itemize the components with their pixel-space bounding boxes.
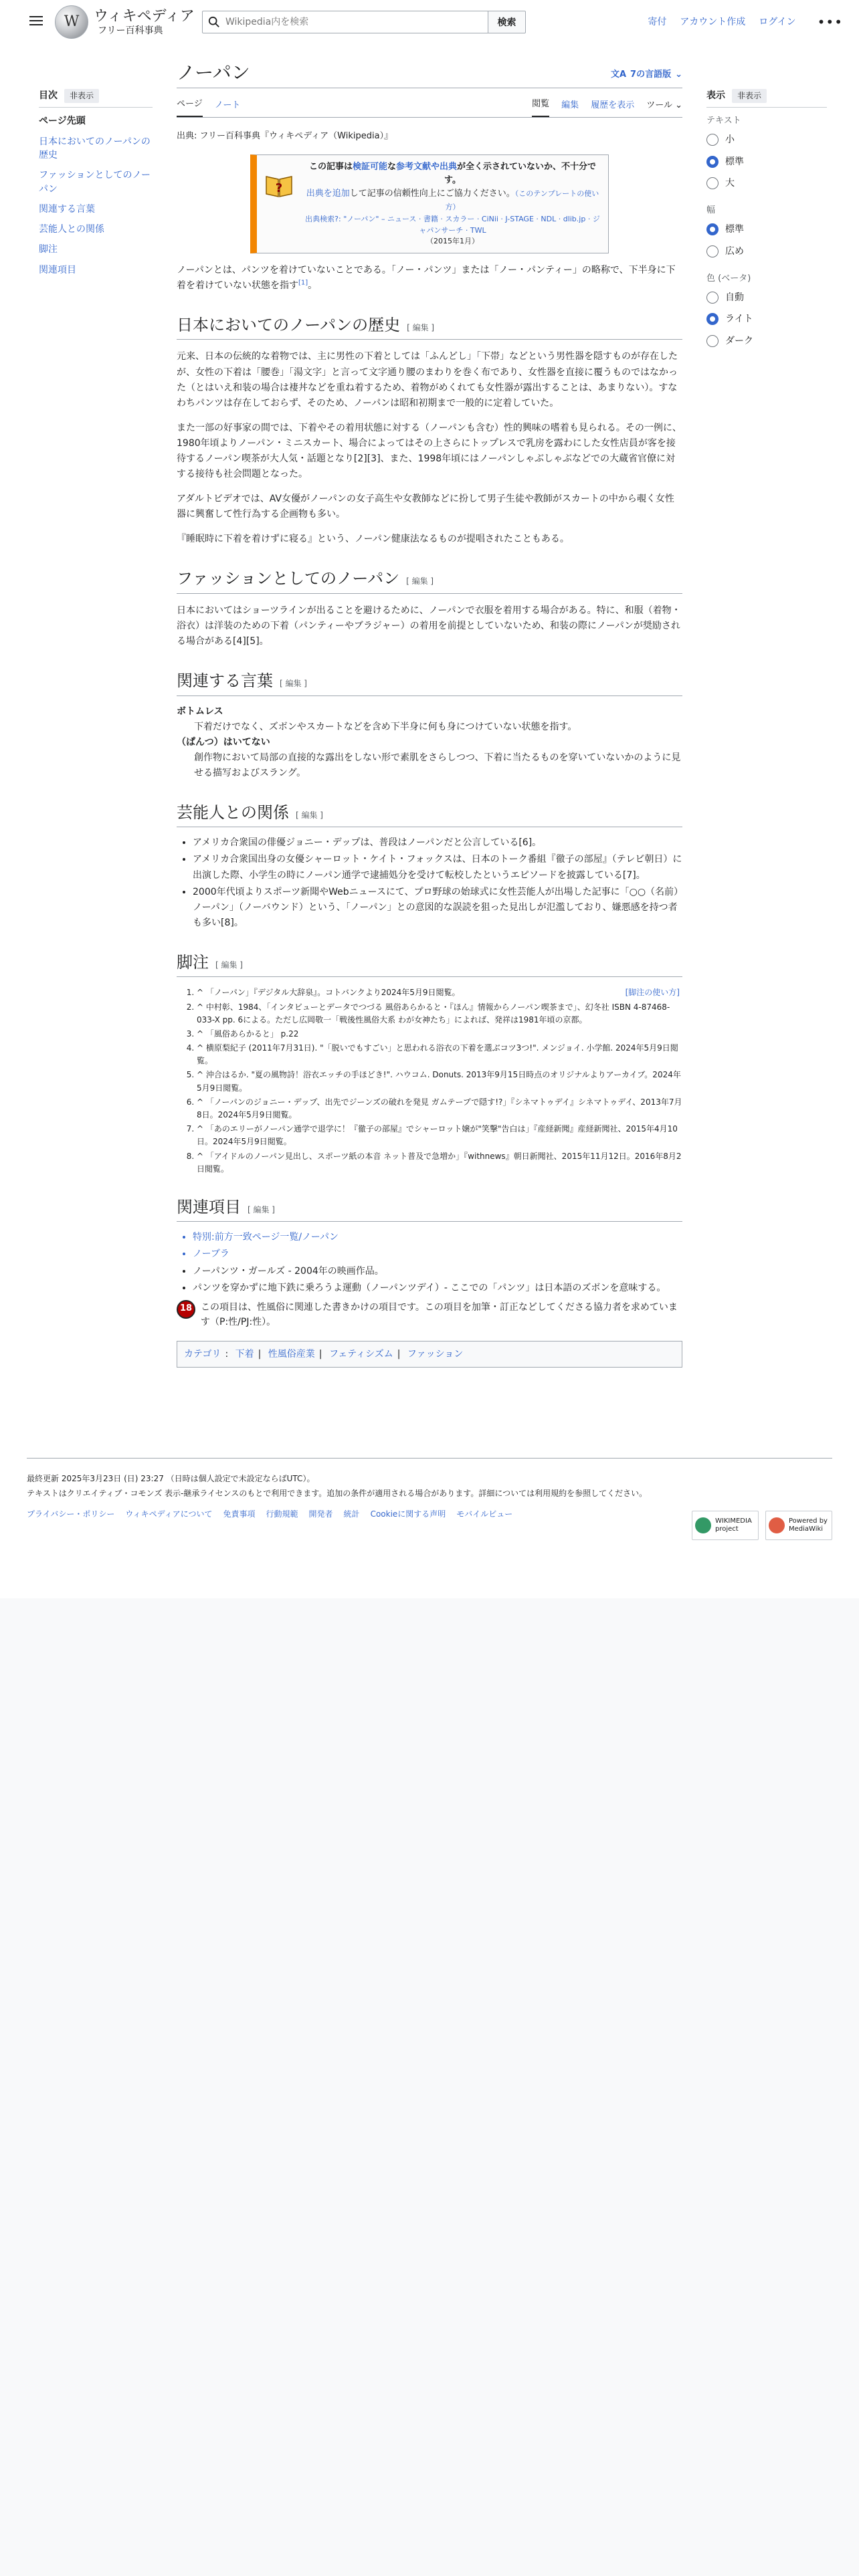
- table-of-contents: [39, 88, 153, 284]
- intro-paragraph: ノーパンとは、パンツを着けていないことである。「ノー・パンツ」または「ノー・パンティー」の略称で、下半身に下着を着けていない状態を指す[1]。: [177, 264, 676, 291]
- heading-celebrities: [177, 800, 682, 827]
- sources-link[interactable]: 参考文献や出典: [396, 161, 458, 172]
- edit-section-link[interactable]: [ 編集 ]: [248, 1204, 275, 1214]
- heading-text: 関連する言葉: [177, 671, 273, 691]
- heading-related: [177, 1194, 682, 1222]
- width-label: 幅: [706, 205, 716, 216]
- page-background: [0, 1598, 859, 2576]
- wikimedia-badge[interactable]: [692, 1511, 759, 1540]
- reference-text: ^ 「ノーパン」『デジタル大辞泉』。コトバンクより2024年5月9日閲覧。: [197, 988, 460, 998]
- footer-link-disclaimer[interactable]: 免責事項: [223, 1509, 256, 1519]
- toc-item-words[interactable]: 関連する言葉: [39, 203, 95, 215]
- history-paragraph-2: また一部の好事家の間では、下着やその着用状態に対する（ノーパンも含む）性的興味の嗜着も見られる。その一例に、1980年頃よりノーパン・ミニスカート、場合によってはその上さらにトップレスで乳房を露わにした女性店員が客を接待するノーパン喫茶が大人気・話題となり[2][3]、また、1998年頃にはノーパンしゃぶしゃぶなどでの大蔵省官僚に対する接待も社会問題となった。: [177, 422, 682, 480]
- color-options: [706, 272, 827, 348]
- notice-text: が全く示されていないか、不十分です。: [444, 161, 597, 185]
- radio-label: 小: [725, 134, 735, 146]
- stub-text: この項目は、性風俗に関連した書きかけの項目です。この項目を加筆・訂正などしてくださる協力者を求めています（P:性/PJ:性）。: [201, 1301, 678, 1328]
- heading-words: [177, 668, 682, 695]
- intro-text: ノーパンとは、パンツを着けていないことである。「ノー・パンツ」または「ノー・パンティー」の略称で、下半身に下着を着けていない状態を指す: [177, 264, 676, 291]
- tab-page[interactable]: ページ: [177, 98, 203, 117]
- add-sources-link[interactable]: 出典を追加: [306, 189, 350, 199]
- toc-hide-button[interactable]: 非表示: [64, 89, 99, 103]
- term: ボトムレス: [177, 706, 223, 717]
- heading-notes: [177, 950, 682, 977]
- tab-read[interactable]: 閲覧: [532, 98, 549, 117]
- list-item: • アメリカ合衆国の俳優ジョニー・デップは、普段はノーパンだと公言している[6]。: [193, 835, 682, 851]
- toc-item-top[interactable]: ページ先頭: [39, 116, 86, 127]
- radio-label: 標準: [725, 224, 744, 235]
- tab-history[interactable]: 履歴を表示: [591, 100, 635, 111]
- radio-icon: [706, 292, 719, 304]
- login-link[interactable]: ログイン: [759, 17, 796, 27]
- verifiability-link[interactable]: 検証可能: [352, 161, 387, 172]
- donate-link[interactable]: 寄付: [648, 17, 667, 27]
- definition-list: [177, 704, 682, 781]
- radio-text-standard[interactable]: [706, 154, 827, 169]
- refimprove-notice: [250, 154, 609, 253]
- logo-tagline: フリー百科事典: [98, 25, 163, 36]
- heading-text: 関連項目: [177, 1197, 241, 1216]
- reference-item: 5. ^ 沖合はるか. "夏の風物詩！浴衣エッチの手ほどき!". ハウコム. Donuts. 2013年9月15日時点のオリジナルよりアーカイブ。2024年5月9日閲覧。: [197, 1069, 682, 1094]
- radio-label: 広め: [725, 245, 744, 257]
- page-footer: [27, 1458, 832, 1533]
- svg-text:?: ?: [275, 181, 283, 195]
- notice-date: （2015年1月）: [426, 237, 479, 246]
- text-size-label: テキスト: [706, 116, 741, 126]
- radio-icon: [706, 134, 719, 146]
- wikimedia-icon: [695, 1517, 711, 1533]
- category-link[interactable]: 下着: [235, 1348, 254, 1360]
- search-form: [202, 11, 526, 33]
- heading-fashion: [177, 566, 682, 593]
- toc-title: 目次: [39, 90, 58, 101]
- license-text: テキストはクリエイティブ・コモンズ 表示-継承ライセンスのもとで利用できます。追加の条件が適用される場合があります。詳細については利用規約を参照してください。: [27, 1488, 648, 1498]
- ref-1[interactable]: [1]: [298, 279, 308, 287]
- radio-width-wide[interactable]: [706, 244, 827, 259]
- history-paragraph-1: 元来、日本の伝統的な着物では、主に男性の下着としては「ふんどし」「下帯」などという男性器を隠すものが存在したが、女性の下着は「腰巻」「湯文字」と言って文字通り腰のまわりを巻く布であり、女性器を直接に覆うものではなかった（とはいえ和装の場合は褄丼などを重ね着するため、着物がめくれても女性器が露出することは、あまりない）。すなわちパンツは存在しておらず、そのため、ノーパンは昭和初期まで一般的に定着していた。: [177, 351, 678, 409]
- toc-item-celebrities[interactable]: 芸能人との関係: [39, 224, 104, 235]
- search-box: [202, 11, 488, 33]
- user-links: [648, 15, 843, 29]
- category-link[interactable]: ファッション: [407, 1348, 464, 1360]
- reference-list: [197, 986, 682, 1176]
- toc-item-fashion[interactable]: ファッションとしてのノーパン: [39, 170, 151, 195]
- color-label: 色 (ベータ): [706, 273, 751, 284]
- chevron-down-icon: ⌄: [675, 70, 682, 80]
- refs-usage-link[interactable]: 1. [脚注の使い方]: [625, 988, 680, 998]
- reference-item: 8. ^ 「アイドルのノーパン見出し、スポーツ紙の本音 ネット普及で急増か」『withnews』朝日新聞社、2015年11月12日。2016年8月2日閲覧。: [197, 1150, 682, 1176]
- tab-talk[interactable]: ノート: [214, 100, 241, 111]
- main-content: [177, 55, 682, 1368]
- radio-label: ライト: [725, 314, 753, 325]
- reference-item: 6. ^ 「ノーパンのジョニー・デップ、出先でジーンズの破れを発見 ガムテープで隠す!?」『シネマトゥデイ』シネマトゥデイ、2013年7月8日。2024年5月9日閲覧。: [197, 1096, 682, 1121]
- more-options-icon[interactable]: •••: [817, 14, 843, 31]
- search-input[interactable]: [225, 17, 480, 27]
- wikipedia-globe-icon: W: [55, 5, 88, 39]
- definition: 下着だけでなく、ズボンやスカートなどを含め下半身に何も身につけていない状態を指す。: [194, 721, 577, 732]
- radio-icon: [706, 177, 719, 189]
- radio-selected-icon: [706, 313, 719, 325]
- source-search-links[interactable]: 出典検索?: "ノーパン" – ニュース · 書籍 · スカラー · CiNii · J-STAGE · NDL · dlib.jp · ジャパンサーチ · TWL: [305, 215, 600, 235]
- fashion-paragraph: 日本においてはショーツラインが出ることを避けるために、ノーパンで衣服を着用する場合がある。特に、和服（着物・浴衣）は洋装のための下着（パンティーやブラジャー）の着用を前提としていないため、和装の際にノーパンが奨励される場合がある[4][5]。: [177, 605, 681, 647]
- radio-label: ダーク: [725, 335, 753, 346]
- notice-text: して記事の信頼性向上にご協力ください。: [349, 189, 515, 199]
- tab-tools[interactable]: [646, 99, 682, 117]
- translate-icon: 文A: [610, 70, 627, 80]
- tools-label: ツール: [646, 100, 672, 111]
- book-icon: [264, 170, 294, 201]
- reference-item: [197, 986, 682, 999]
- appearance-panel: [706, 88, 827, 362]
- heading-text: ファッションとしてのノーパン: [177, 569, 400, 588]
- categories-label[interactable]: カテゴリ: [184, 1348, 221, 1360]
- badge-label: WIKIMEDIA project: [715, 1517, 752, 1533]
- history-paragraph-4: 『睡眠時に下着を着けずに寝る』という、ノーパン健康法なるものが提唱されたこともある。: [177, 534, 569, 545]
- page-title: ノーパン: [177, 61, 250, 84]
- mediawiki-badge[interactable]: [765, 1511, 832, 1540]
- footer-link-developers[interactable]: 開発者: [308, 1509, 333, 1519]
- tab-edit[interactable]: 編集: [561, 100, 579, 111]
- history-paragraph-3: アダルトビデオでは、AV女優がノーパンの女子高生や女教師などに扮して男子生徒や教師がスカートの中から覗く女性器に興奮して性行為する企画物も多い。: [177, 494, 674, 520]
- toc-item-related[interactable]: 関連項目: [39, 264, 76, 276]
- edit-section-link[interactable]: [ 編集 ]: [280, 679, 307, 689]
- footer-link-statistics[interactable]: 統計: [343, 1509, 360, 1519]
- category-link[interactable]: フェティシズム: [328, 1348, 393, 1360]
- radio-icon: [706, 245, 719, 257]
- toc-item-history[interactable]: 日本においてのノーパンの歴史: [39, 136, 151, 160]
- radio-label: 大: [725, 177, 735, 189]
- definition: 創作物において局部の直接的な露出をしない形で素肌をさらしつつ、下着に当たるものを穿いていないかのように見せる描写およびスラング。: [194, 752, 681, 778]
- celebrity-list: [193, 835, 682, 931]
- last-modified: 最終更新 2025年3月23日 (日) 23:27 （日時は個人設定で未設定ならばUTC）。: [27, 1474, 315, 1483]
- r18-icon: 18: [177, 1300, 195, 1319]
- heading-text: 日本においてのノーパンの歴史: [177, 316, 401, 335]
- footer-link-code-of-conduct[interactable]: 行動規範: [266, 1509, 298, 1519]
- page-header: [0, 0, 859, 47]
- term: （ぱんつ）はいてない: [177, 736, 270, 748]
- radio-label: 標準: [725, 156, 744, 167]
- toc-item-notes[interactable]: 脚注: [39, 244, 58, 255]
- hamburger-icon-bar: [29, 20, 43, 21]
- radio-color-light[interactable]: [706, 312, 827, 326]
- template-usage-link[interactable]: （このテンプレートの使い方）: [445, 189, 599, 212]
- chevron-down-icon: ⌄: [675, 100, 682, 111]
- related-link[interactable]: • 特別:前方一致ページ一覧/ノーパン: [193, 1230, 682, 1245]
- appearance-hide-button[interactable]: 非表示: [732, 89, 767, 103]
- footer-link-privacy[interactable]: プライバシー・ポリシー: [27, 1509, 115, 1519]
- edit-section-link[interactable]: [ 編集 ]: [296, 811, 323, 820]
- radio-color-auto[interactable]: [706, 290, 827, 305]
- radio-text-small[interactable]: [706, 132, 827, 147]
- heading-text: 脚注: [177, 952, 209, 972]
- radio-width-standard[interactable]: [706, 222, 827, 237]
- edit-section-link[interactable]: [ 編集 ]: [406, 576, 434, 586]
- source-line: 出典: フリー百科事典『ウィキペディア（Wikipedia）』: [177, 131, 393, 141]
- list-item: • 2000年代頃よりスポーツ新聞やWebニュースにて、プロ野球の始球式に女性芸能人が出場した記事に「○○（名前）ノーパン」（ノーバウンド）という、「ノーパン」との意図的な誤読を狙った見出しが氾濫しており、嫌悪感を持つ者も多い[8]。: [193, 885, 682, 931]
- category-link[interactable]: 性風俗産業: [268, 1348, 315, 1360]
- footer-link-about[interactable]: ウィキペディアについて: [125, 1509, 213, 1519]
- radio-icon: [706, 335, 719, 347]
- reference-item: 4. ^ 横原梨紀子 (2011年7月31日). "「脱いでもすごい」と思われる浴衣の下着を選ぶコツ3つ!". メンジョイ. 小学館. 2024年5月9日閲覧。: [197, 1042, 682, 1067]
- category-links: カテゴリ : 下着 | 性風俗産業 | フェティシズム | ファッション: [177, 1341, 682, 1368]
- footer-link-mobile[interactable]: モバイルビュー: [456, 1509, 513, 1519]
- appearance-title: 表示: [706, 90, 725, 101]
- logo-title: ウィキペディア: [94, 8, 195, 25]
- list-item: • アメリカ合衆国出身の女優シャーロット・ケイト・フォックスは、日本のトーク番組『徹子の部屋』（テレビ朝日）に出演した際、小学生の時にノーパン通学で逮捕処分を受けて転校したというエピソードを披露している[7]。: [193, 852, 682, 883]
- edit-section-link[interactable]: [ 編集 ]: [407, 323, 435, 333]
- related-list: [193, 1230, 682, 1295]
- radio-text-large[interactable]: [706, 176, 827, 191]
- related-link[interactable]: • パンツを穿かずに地下鉄に乗ろうよ運動（ノーパンツデイ）- ここでの「パンツ」は日本語のズボンを意味する。: [193, 1281, 682, 1296]
- radio-selected-icon: [706, 223, 719, 235]
- width-options: [706, 204, 827, 259]
- hamburger-icon: [29, 16, 43, 17]
- radio-color-dark[interactable]: [706, 334, 827, 348]
- reference-item: 7. ^ 「あのエリーがノーパン通学で退学に！『徹子の部屋』でシャーロット嬢が"笑撃"告白は」『産経新聞』産経新聞社、2015年4月10日。2024年5月9日閲覧。: [197, 1123, 682, 1148]
- create-account-link[interactable]: アカウント作成: [680, 17, 746, 27]
- search-button[interactable]: 検索: [488, 11, 526, 33]
- related-link[interactable]: • ノーパンツ・ガールズ - 2004年の映画作品。: [193, 1264, 682, 1279]
- reference-item: 2. ^ 中村彰、1984、「インタビューとデータでつづる 風俗あらかると・『ほん』情報からノーパン喫茶まで」、幻冬社 ISBN 4-87468-033-X pp. 6による。ただし広岡敬一「戦後性風俗大系 わが女神たち」によれば、発祥は1981年頃の京都。: [197, 1001, 682, 1027]
- badge-label: Powered by MediaWiki: [789, 1517, 828, 1533]
- language-button[interactable]: [611, 68, 682, 82]
- heading-text: 芸能人との関係: [177, 803, 289, 822]
- related-link[interactable]: • ノーブラ: [193, 1247, 682, 1262]
- notice-text: この記事は: [308, 161, 353, 172]
- reference-item: 3. ^ 「風俗あらかると」 p.22: [197, 1028, 682, 1041]
- language-count: 7の言語版: [630, 70, 672, 80]
- footer-link-cookie[interactable]: Cookieに関する声明: [370, 1509, 446, 1519]
- hamburger-icon-bar: [29, 24, 43, 25]
- edit-section-link[interactable]: [ 編集 ]: [215, 960, 243, 970]
- search-icon: [208, 16, 220, 28]
- text-size-options: [706, 114, 827, 191]
- radio-selected-icon: [706, 156, 719, 168]
- main-menu-button[interactable]: [27, 13, 45, 32]
- wikipedia-logo[interactable]: [55, 5, 195, 39]
- notice-text: な: [387, 161, 396, 172]
- radio-label: 自動: [725, 292, 744, 303]
- mediawiki-icon: [769, 1517, 785, 1533]
- stub-notice: [177, 1300, 682, 1330]
- heading-history: [177, 312, 682, 340]
